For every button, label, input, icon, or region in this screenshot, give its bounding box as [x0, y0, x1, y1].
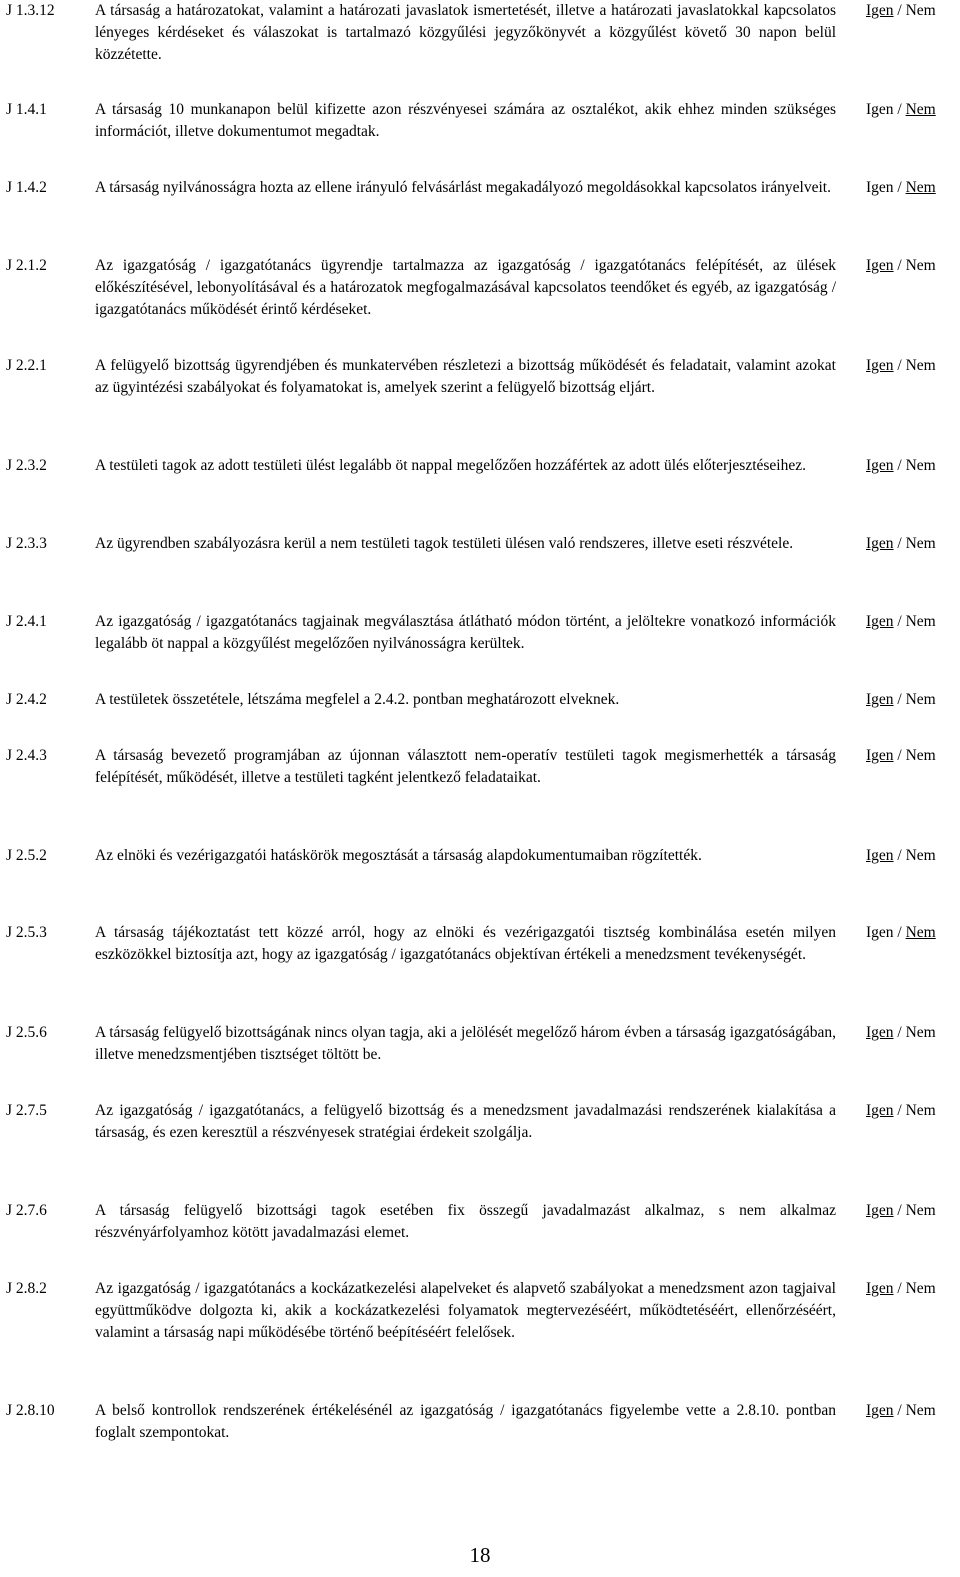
page-number: 18: [469, 1543, 491, 1567]
statement-text: A testületek összetétele, létszáma megfelel a 2.4.2. pontban meghatározott elveknek.: [95, 691, 620, 708]
answer-no-option: Nem: [905, 1202, 936, 1219]
statement-text: Az igazgatóság / igazgatótanács ügyrendje tartalmazza az igazgatóság / igazgatótanács felépítését, az ülések előkészítésével, lebonyolításával és a határozatok megfogalmazásával kapcsolatos teendőket és egyéb, az igazgatóság / igazgatótanács működését érintő kérdéseket.: [95, 257, 836, 318]
answer-separator: /: [893, 747, 906, 764]
answer-no-option: Nem: [905, 613, 936, 630]
answer-no-option: Nem: [905, 535, 936, 552]
statement-code: J 2.3.2: [6, 457, 47, 474]
answer-no-option: Nem: [905, 747, 936, 764]
yes-no-answer: [866, 1200, 936, 1222]
statement-code: J 2.1.2: [6, 257, 47, 274]
answer-separator: /: [893, 457, 906, 474]
answer-yes-option: Igen: [866, 535, 894, 552]
answer-yes-option: Igen: [866, 1202, 894, 1219]
answer-no-option: Nem: [905, 1280, 936, 1297]
statement-text: A társaság a határozatokat, valamint a határozati javaslatok ismertetését, illetve a határozati javaslatokkal kapcsolatos lényeges kérdéseket és válaszokat is tartalmazó közgyűlési jegyzőkönyvét a közgyűlést követő 30 napon belül közzétette.: [95, 2, 836, 63]
answer-separator: /: [893, 1024, 906, 1041]
answer-yes-option: Igen: [866, 613, 894, 630]
statement-code: J 2.8.2: [6, 1280, 47, 1297]
answer-yes-option: Igen: [866, 2, 894, 19]
answer-yes-option: Igen: [866, 1280, 894, 1297]
answer-separator: /: [893, 924, 906, 941]
statement-code: J 2.5.6: [6, 1024, 47, 1041]
answer-no-option: Nem: [905, 2, 936, 19]
statement-text: A társaság bevezető programjában az újonnan választott nem-operatív testületi tagok megismerhették a társaság felépítését, működését, illetve a testületi tagként jelentkező feladataikat.: [95, 747, 836, 786]
yes-no-answer: [866, 99, 936, 121]
yes-no-answer: [866, 355, 936, 377]
statement-text: Az igazgatóság / igazgatótanács a kockázatkezelési alapelveket és alapvető szabályokat a menedzsment azon tagjaival együttműködve dolgozta ki, akik a kockázatkezelési folyamatok megtervezéséért, működtetéséért, ellenőrzéséért, valamint a társaság napi működésébe történő beépítéséért felelősek.: [95, 1280, 836, 1341]
yes-no-answer: [866, 177, 936, 199]
yes-no-answer: [866, 1278, 936, 1300]
statement-code: J 2.7.6: [6, 1202, 47, 1219]
statement-code: J 1.3.12: [6, 2, 55, 19]
answer-no-option: Nem: [905, 257, 936, 274]
yes-no-answer: [866, 922, 936, 944]
statement-text: A társaság 10 munkanapon belül kifizette azon részvényesei számára az osztalékot, akik ehhez minden szükséges információt, illetve dokumentumot megadtak.: [95, 101, 836, 140]
answer-yes-option: Igen: [866, 747, 894, 764]
answer-no-option: Nem: [905, 691, 936, 708]
answer-yes-option: Igen: [866, 179, 894, 196]
answer-yes-option: Igen: [866, 257, 894, 274]
answer-yes-option: Igen: [866, 1102, 894, 1119]
statement-text: A felügyelő bizottság ügyrendjében és munkatervében részletezi a bizottság működését és feladatait, valamint azokat az ügyintézési szabályokat és folyamatokat is, amelyek szerint a felügyelő bizottság eljárt.: [95, 357, 836, 396]
statement-code: J 2.5.3: [6, 924, 47, 941]
answer-separator: /: [893, 1280, 906, 1297]
answer-no-option: Nem: [905, 457, 936, 474]
statement-code: J 2.3.3: [6, 535, 47, 552]
answer-yes-option: Igen: [866, 357, 894, 374]
yes-no-answer: [866, 533, 936, 555]
statement-text: A testületi tagok az adott testületi ülést legalább öt nappal megelőzően hozzáfértek az adott ülés előterjesztéseihez.: [95, 457, 806, 474]
answer-yes-option: Igen: [866, 1402, 894, 1419]
answer-no-option: Nem: [905, 101, 936, 118]
answer-no-option: Nem: [905, 1102, 936, 1119]
yes-no-answer: [866, 689, 936, 711]
statement-text: Az igazgatóság / igazgatótanács tagjainak megválasztása átlátható módon történt, a jelöltekre vonatkozó információk legalább öt nappal a közgyűlést megelőzően nyilvánosságra kerültek.: [95, 613, 836, 652]
yes-no-answer: [866, 255, 936, 277]
answer-separator: /: [893, 1402, 906, 1419]
statement-code: J 2.8.10: [6, 1402, 55, 1419]
statement-code: J 2.4.1: [6, 613, 47, 630]
yes-no-answer: [866, 611, 936, 633]
yes-no-answer: [866, 1100, 936, 1122]
answer-separator: /: [893, 1202, 906, 1219]
statement-text: A társaság nyilvánosságra hozta az ellene irányuló felvásárlást megakadályozó megoldásokkal kapcsolatos irányelveit.: [95, 179, 831, 196]
answer-yes-option: Igen: [866, 101, 894, 118]
answer-separator: /: [893, 535, 906, 552]
answer-separator: /: [893, 847, 906, 864]
statement-text: A belső kontrollok rendszerének értékelésénél az igazgatóság / igazgatótanács figyelembe vette a 2.8.10. pontban foglalt szempontokat.: [95, 1402, 836, 1441]
answer-no-option: Nem: [905, 179, 936, 196]
yes-no-answer: [866, 455, 936, 477]
statement-code: J 1.4.2: [6, 179, 47, 196]
statement-text: A társaság tájékoztatást tett közzé arról, hogy az elnöki és vezérigazgatói tisztség kombinálása esetén milyen eszközökkel biztosítja azt, hogy az igazgatóság / igazgatótanács objektívan értékeli a menedzsment tevékenységét.: [95, 924, 836, 963]
answer-no-option: Nem: [905, 847, 936, 864]
yes-no-answer: [866, 1022, 936, 1044]
yes-no-answer: [866, 845, 936, 867]
statement-text: A társaság felügyelő bizottságának nincs olyan tagja, aki a jelölését megelőző három évben a társaság igazgatóságában, illetve menedzsmentjében tisztséget töltött be.: [95, 1024, 836, 1063]
statement-text: A társaság felügyelő bizottsági tagok esetében fix összegű javadalmazást alkalmaz, s nem alkalmaz részvényárfolyamhoz kötött javadalmazási elemet.: [95, 1202, 836, 1241]
statement-code: J 1.4.1: [6, 101, 47, 118]
statement-code: J 2.4.3: [6, 747, 47, 764]
answer-separator: /: [893, 101, 906, 118]
yes-no-answer: [866, 0, 936, 22]
answer-separator: /: [893, 613, 906, 630]
answer-separator: /: [893, 691, 906, 708]
answer-yes-option: Igen: [866, 457, 894, 474]
answer-yes-option: Igen: [866, 691, 894, 708]
answer-separator: /: [893, 1102, 906, 1119]
answer-separator: /: [893, 257, 906, 274]
answer-separator: /: [893, 179, 906, 196]
answer-no-option: Nem: [905, 1024, 936, 1041]
yes-no-answer: [866, 745, 936, 767]
statement-text: Az igazgatóság / igazgatótanács, a felügyelő bizottság és a menedzsment javadalmazási rendszerének kialakítása a társaság, és ezen keresztül a részvényesek stratégiai érdekeit szolgálja.: [95, 1102, 836, 1141]
answer-yes-option: Igen: [866, 847, 894, 864]
answer-separator: /: [893, 357, 906, 374]
statement-code: J 2.5.2: [6, 847, 47, 864]
answer-yes-option: Igen: [866, 1024, 894, 1041]
statement-text: Az ügyrendben szabályozásra kerül a nem testületi tagok testületi ülésen való rendszeres, illetve eseti részvétele.: [95, 535, 794, 552]
yes-no-answer: [866, 1400, 936, 1422]
answer-yes-option: Igen: [866, 924, 894, 941]
statement-code: J 2.7.5: [6, 1102, 47, 1119]
answer-no-option: Nem: [905, 357, 936, 374]
answer-separator: /: [893, 2, 906, 19]
statement-code: J 2.4.2: [6, 691, 47, 708]
answer-no-option: Nem: [905, 924, 936, 941]
answer-no-option: Nem: [905, 1402, 936, 1419]
statement-code: J 2.2.1: [6, 357, 47, 374]
statement-text: Az elnöki és vezérigazgatói hatáskörök megosztását a társaság alapdokumentumaiban rögzítették.: [95, 847, 702, 864]
